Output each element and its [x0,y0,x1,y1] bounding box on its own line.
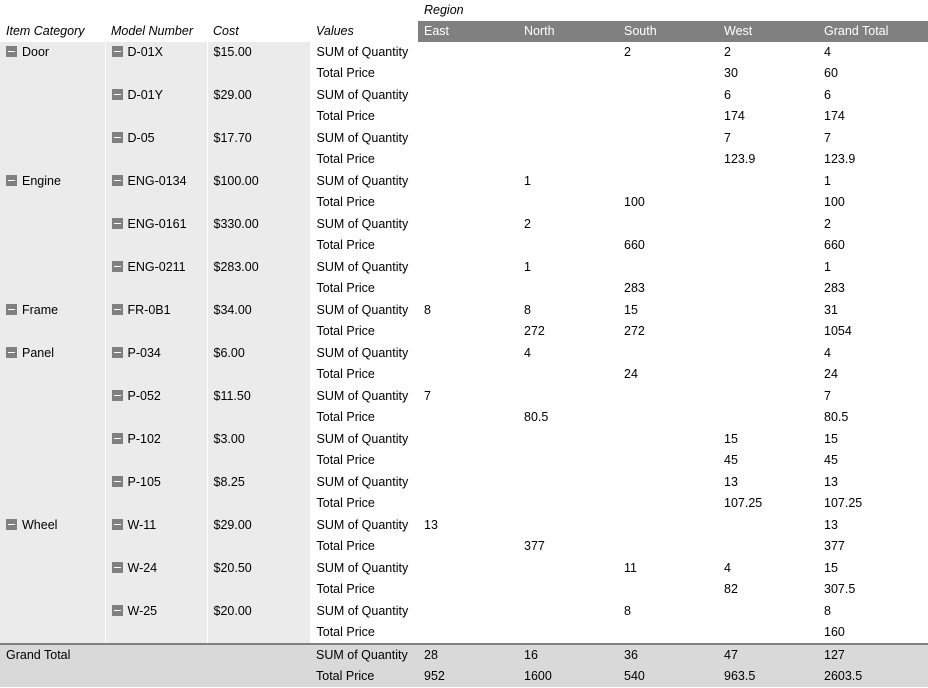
model-number-label: FR-0B1 [127,302,171,317]
measure-label-quantity: SUM of Quantity [310,343,418,365]
quantity-cell [718,515,818,537]
quantity-cell: 2 [718,42,818,63]
measure-label-quantity: SUM of Quantity [310,558,418,580]
table-row [0,515,928,537]
collapse-model-icon[interactable] [112,605,123,616]
grand-total-price-cell: 123.9 [818,149,928,171]
item-category-cell[interactable] [0,300,105,343]
cost-cell: $330.00 [207,214,310,257]
measure-label-quantity: SUM of Quantity [310,515,418,537]
price-cell [418,278,518,300]
price-cell: 123.9 [718,149,818,171]
grand-total-quantity-cell: 13 [818,515,928,537]
price-cell [418,579,518,601]
header-region-north[interactable]: North [518,21,618,42]
grand-total-price-cell: 307.5 [818,579,928,601]
collapse-category-icon[interactable] [6,175,17,186]
price-cell [518,450,618,472]
quantity-cell [418,558,518,580]
collapse-category-icon[interactable] [6,46,17,57]
grand-total-quantity-value: 36 [618,644,718,666]
price-cell [618,536,718,558]
header-blank-cell [207,0,310,21]
cost-cell: $15.00 [207,42,310,85]
grand-total-quantity-value: 16 [518,644,618,666]
price-cell [718,364,818,386]
measure-label-quantity: SUM of Quantity [310,386,418,408]
model-number-label: D-05 [127,130,155,145]
quantity-cell [518,515,618,537]
collapse-category-icon[interactable] [6,519,17,530]
price-cell [518,235,618,257]
price-cell [518,192,618,214]
price-cell [718,622,818,644]
price-cell [518,364,618,386]
model-number-cell[interactable] [105,128,207,171]
price-cell: 100 [618,192,718,214]
cost-cell: $29.00 [207,515,310,558]
grand-total-price-value: 540 [618,666,718,687]
price-cell [618,579,718,601]
grand-total-price-cell: 45 [818,450,928,472]
quantity-cell [618,515,718,537]
collapse-model-icon[interactable] [112,218,123,229]
price-cell [618,106,718,128]
header-model-number[interactable]: Model Number [105,21,207,42]
header-region-row [0,0,928,21]
grand-total-quantity-cell: 4 [818,42,928,63]
grand-total-price-cell: 174 [818,106,928,128]
quantity-cell [418,128,518,150]
model-number-label: D-01Y [127,87,163,102]
quantity-cell [618,214,718,236]
quantity-cell [518,85,618,107]
table-row [0,300,928,322]
table-row [0,42,928,63]
collapse-category-icon[interactable] [6,347,17,358]
cost-cell: $8.25 [207,472,310,515]
collapse-model-icon[interactable] [112,433,123,444]
grand-total-quantity-row [0,644,928,666]
grand-total-price-value: 1600 [518,666,618,687]
grand-total-price-value: 952 [418,666,518,687]
cost-cell: $11.50 [207,386,310,429]
collapse-model-icon[interactable] [112,390,123,401]
grand-total-measure-price: Total Price [310,666,418,687]
header-grand-total: Grand Total [818,21,928,42]
header-cost[interactable]: Cost [207,21,310,42]
header-region-west[interactable]: West [718,21,818,42]
price-cell [418,450,518,472]
price-cell [518,579,618,601]
grand-total-quantity-cell: 15 [818,558,928,580]
item-category-label: Engine [22,173,61,188]
quantity-cell: 2 [518,214,618,236]
price-cell [618,493,718,515]
grand-total-price-cell: 377 [818,536,928,558]
grand-total-measure-quantity: SUM of Quantity [310,644,418,666]
measure-label-quantity: SUM of Quantity [310,429,418,451]
table-row [0,558,928,580]
measure-label-quantity: SUM of Quantity [310,472,418,494]
measure-label-quantity: SUM of Quantity [310,171,418,193]
quantity-cell [718,171,818,193]
model-number-label: P-102 [127,431,161,446]
collapse-category-icon[interactable] [6,304,17,315]
price-cell [418,192,518,214]
quantity-cell: 4 [518,343,618,365]
price-cell [618,407,718,429]
measure-label-price: Total Price [310,579,418,601]
item-category-cell[interactable] [0,601,105,645]
grand-total-price-cell: 283 [818,278,928,300]
quantity-cell [518,429,618,451]
grand-total-price-cell: 80.5 [818,407,928,429]
price-cell [418,149,518,171]
quantity-cell [518,128,618,150]
quantity-cell [718,257,818,279]
quantity-cell: 8 [518,300,618,322]
model-number-label: D-01X [127,45,163,59]
header-blank-cell [310,0,418,21]
cost-cell: $6.00 [207,343,310,386]
quantity-cell [418,343,518,365]
price-cell: 660 [618,235,718,257]
price-cell [618,622,718,644]
collapse-model-icon[interactable] [112,347,123,358]
collapse-model-icon[interactable] [112,519,123,530]
quantity-cell [518,601,618,623]
cost-cell: $100.00 [207,171,310,214]
price-cell [618,149,718,171]
measure-label-price: Total Price [310,407,418,429]
collapse-model-icon[interactable] [112,562,123,573]
collapse-model-icon[interactable] [112,46,123,57]
model-number-label: P-052 [127,388,161,403]
quantity-cell: 8 [418,300,518,322]
price-cell [518,278,618,300]
quantity-cell [718,601,818,623]
table-row [0,128,928,150]
model-number-cell[interactable] [105,42,207,85]
grand-total-price-cell: 160 [818,622,928,644]
price-cell: 272 [518,321,618,343]
price-cell [418,407,518,429]
cost-cell: $34.00 [207,300,310,343]
grand-total-quantity-cell: 2 [818,214,928,236]
quantity-cell [418,214,518,236]
price-cell [718,192,818,214]
quantity-cell [418,42,518,63]
price-cell: 283 [618,278,718,300]
region-field-label[interactable]: Region [418,0,928,21]
header-values[interactable]: Values [310,21,418,42]
quantity-cell: 7 [418,386,518,408]
price-cell [418,493,518,515]
price-cell [518,622,618,644]
grand-total-quantity-cell: 4 [818,343,928,365]
grand-total-quantity-cell: 1 [818,257,928,279]
quantity-cell: 2 [618,42,718,63]
table-row [0,257,928,279]
model-number-cell[interactable] [105,214,207,257]
price-cell [718,321,818,343]
measure-label-price: Total Price [310,149,418,171]
collapse-model-icon[interactable] [112,132,123,143]
item-category-cell[interactable] [0,429,105,472]
quantity-cell [718,386,818,408]
model-number-label: P-034 [127,345,161,360]
quantity-cell [718,343,818,365]
measure-label-quantity: SUM of Quantity [310,601,418,623]
table-row [0,85,928,107]
price-cell: 377 [518,536,618,558]
measure-label-price: Total Price [310,536,418,558]
header-columns-row [0,21,928,42]
grand-total-quantity-cell: 15 [818,429,928,451]
cost-cell: $17.70 [207,128,310,171]
quantity-cell [618,343,718,365]
quantity-cell: 15 [718,429,818,451]
model-number-cell[interactable] [105,343,207,386]
quantity-cell [518,42,618,63]
measure-label-price: Total Price [310,364,418,386]
table-row [0,171,928,193]
model-number-cell[interactable] [105,472,207,515]
grand-total-quantity-cell: 7 [818,386,928,408]
measure-label-price: Total Price [310,235,418,257]
measure-label-quantity: SUM of Quantity [310,214,418,236]
measure-label-price: Total Price [310,278,418,300]
measure-label-quantity: SUM of Quantity [310,300,418,322]
table-row [0,601,928,623]
model-number-cell[interactable] [105,257,207,300]
item-category-cell[interactable] [0,128,105,171]
price-cell [718,536,818,558]
price-cell [418,364,518,386]
model-number-cell[interactable] [105,429,207,472]
model-number-cell[interactable] [105,515,207,558]
item-category-cell[interactable] [0,85,105,128]
grand-total-price-value: 963.5 [718,666,818,687]
quantity-cell [618,171,718,193]
quantity-cell: 8 [618,601,718,623]
measure-label-quantity: SUM of Quantity [310,85,418,107]
model-number-label: ENG-0211 [127,259,186,274]
grand-total-quantity-cell: 7 [818,128,928,150]
quantity-cell [418,601,518,623]
price-cell [418,63,518,85]
item-category-label: Panel [22,345,54,360]
grand-total-label: Grand Total [0,644,310,687]
quantity-cell [618,257,718,279]
measure-label-price: Total Price [310,321,418,343]
collapse-model-icon[interactable] [112,175,123,186]
quantity-cell [418,257,518,279]
quantity-cell: 15 [618,300,718,322]
item-category-label: Wheel [22,517,58,532]
grand-total-quantity-cell: 13 [818,472,928,494]
grand-total-quantity-value: 47 [718,644,818,666]
price-cell [618,450,718,472]
model-number-label: W-24 [127,560,158,575]
quantity-cell: 13 [718,472,818,494]
price-cell [418,622,518,644]
header-region-east[interactable]: East [418,21,518,42]
table-row [0,343,928,365]
grand-total-quantity-cell: 8 [818,601,928,623]
item-category-cell[interactable] [0,386,105,429]
grand-total-price-value: 2603.5 [818,666,928,687]
quantity-cell [618,429,718,451]
model-number-label: P-105 [127,474,161,489]
quantity-cell [518,386,618,408]
quantity-cell: 1 [518,257,618,279]
item-category-cell[interactable] [0,257,105,300]
model-number-cell[interactable] [105,558,207,601]
grand-total-price-cell: 60 [818,63,928,85]
table-row [0,429,928,451]
quantity-cell [618,472,718,494]
price-cell [518,149,618,171]
item-category-label: Frame [22,302,59,317]
grand-total-price-cell: 660 [818,235,928,257]
measure-label-price: Total Price [310,622,418,644]
quantity-cell [618,85,718,107]
model-number-label: ENG-0161 [127,216,187,231]
grand-total-quantity-cell: 1 [818,171,928,193]
item-category-label: Door [22,45,50,59]
grand-total-quantity-value: 28 [418,644,518,666]
price-cell: 80.5 [518,407,618,429]
price-cell [518,493,618,515]
header-item-category[interactable]: Item Category [0,21,105,42]
collapse-model-icon[interactable] [112,89,123,100]
grand-total-price-cell: 1054 [818,321,928,343]
price-cell [518,106,618,128]
model-number-label: ENG-0134 [127,173,187,188]
quantity-cell [418,171,518,193]
table-row [0,386,928,408]
item-category-cell[interactable] [0,214,105,257]
header-region-south[interactable]: South [618,21,718,42]
quantity-cell [518,558,618,580]
price-cell [718,407,818,429]
header-blank-cell [105,0,207,21]
grand-total-quantity-value: 127 [818,644,928,666]
quantity-cell: 11 [618,558,718,580]
cost-cell: $3.00 [207,429,310,472]
model-number-label: W-25 [127,603,158,618]
price-cell: 45 [718,450,818,472]
price-cell [418,106,518,128]
header-blank-cell [0,0,105,21]
cost-cell: $20.00 [207,601,310,645]
grand-total-quantity-cell: 6 [818,85,928,107]
measure-label-price: Total Price [310,192,418,214]
measure-label-price: Total Price [310,106,418,128]
quantity-cell: 7 [718,128,818,150]
item-category-cell[interactable] [0,171,105,214]
quantity-cell [618,386,718,408]
price-cell: 107.25 [718,493,818,515]
quantity-cell: 1 [518,171,618,193]
price-cell [418,235,518,257]
price-cell: 174 [718,106,818,128]
grand-total-price-cell: 24 [818,364,928,386]
collapse-model-icon[interactable] [112,476,123,487]
quantity-cell [718,214,818,236]
table-row [0,472,928,494]
grand-total-price-cell: 100 [818,192,928,214]
price-cell [418,321,518,343]
grand-total-quantity-cell: 31 [818,300,928,322]
price-cell [518,63,618,85]
model-number-cell[interactable] [105,300,207,343]
price-cell: 82 [718,579,818,601]
item-category-cell[interactable] [0,515,105,558]
collapse-model-icon[interactable] [112,304,123,315]
measure-label-price: Total Price [310,450,418,472]
quantity-cell [618,128,718,150]
measure-label-quantity: SUM of Quantity [310,42,418,63]
model-number-cell[interactable] [105,171,207,214]
quantity-cell [518,472,618,494]
cost-cell: $283.00 [207,257,310,300]
item-category-cell[interactable] [0,343,105,386]
price-cell: 24 [618,364,718,386]
quantity-cell: 13 [418,515,518,537]
model-number-cell[interactable] [105,386,207,429]
price-cell [618,63,718,85]
price-cell [418,536,518,558]
quantity-cell: 6 [718,85,818,107]
item-category-cell[interactable] [0,42,105,85]
grand-total-price-cell: 107.25 [818,493,928,515]
collapse-model-icon[interactable] [112,261,123,272]
measure-label-quantity: SUM of Quantity [310,128,418,150]
measure-label-price: Total Price [310,63,418,85]
quantity-cell [718,300,818,322]
price-cell [718,278,818,300]
price-cell [718,235,818,257]
quantity-cell [418,429,518,451]
price-cell: 30 [718,63,818,85]
price-cell: 272 [618,321,718,343]
model-number-label: W-11 [127,517,157,532]
model-number-cell[interactable] [105,85,207,128]
quantity-cell [418,472,518,494]
item-category-cell[interactable] [0,472,105,515]
measure-label-price: Total Price [310,493,418,515]
item-category-cell[interactable] [0,558,105,601]
table-row [0,214,928,236]
quantity-cell: 4 [718,558,818,580]
model-number-cell[interactable] [105,601,207,645]
measure-label-quantity: SUM of Quantity [310,257,418,279]
cost-cell: $20.50 [207,558,310,601]
quantity-cell [418,85,518,107]
cost-cell: $29.00 [207,85,310,128]
